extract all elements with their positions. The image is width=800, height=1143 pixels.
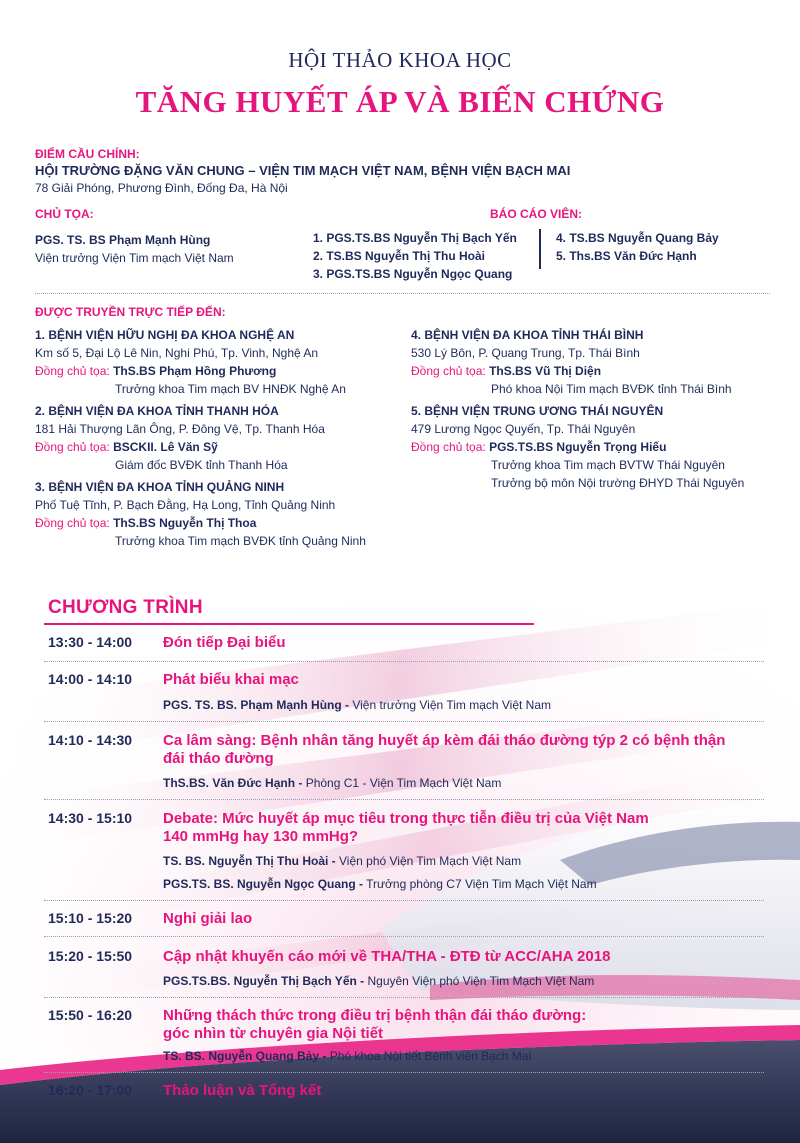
site-address: Phố Tuệ Tĩnh, P. Bạch Đằng, Hạ Long, Tỉnh Quảng Ninh	[35, 498, 336, 512]
session-title: Đón tiếp Đại biểu	[163, 634, 286, 651]
session-speaker	[163, 775, 501, 791]
session-title-cont: đái tháo đường	[163, 750, 274, 767]
session-title: Phát biểu khai mạc	[163, 671, 299, 688]
site-name: 3. BỆNH VIỆN ĐA KHOA TỈNH QUẢNG NINH	[35, 480, 285, 494]
speaker-name: TS. BS. Nguyễn Thị Thu Hoài -	[163, 854, 336, 868]
session-speaker	[163, 876, 597, 892]
divider	[44, 900, 764, 901]
divider	[35, 293, 770, 294]
session-time: 16:20 - 17:00	[48, 1082, 133, 1098]
session-time: 14:10 - 14:30	[48, 732, 133, 748]
speaker-role: Nguyên Viện phó Viện Tim Mạch Việt Nam	[364, 974, 595, 988]
site-address: 181 Hải Thượng Lãn Ông, P. Đông Vệ, Tp. Thanh Hóa	[35, 422, 325, 436]
cochair-name: ThS.BS Phạm Hồng Phương	[113, 364, 277, 378]
cochair-label: Đồng chủ tọa:	[411, 364, 486, 378]
session-title: Nghỉ giải lao	[163, 910, 253, 927]
main-venue-label: ĐIỂM CẦU CHÍNH:	[35, 147, 140, 161]
cochair-role: Trưởng bộ môn Nội trường ĐHYD Thái Nguyên	[491, 476, 745, 490]
program-title: CHƯƠNG TRÌNH	[48, 597, 203, 618]
cochair-label: Đồng chủ tọa:	[411, 440, 486, 454]
main-venue-name: HỘI TRƯỜNG ĐẶNG VĂN CHUNG – VIỆN TIM MẠCH VIỆT NAM, BỆNH VIỆN BẠCH MAI	[35, 163, 571, 178]
speaker-3: 3. PGS.TS.BS Nguyễn Ngọc Quang	[313, 267, 513, 281]
main-venue-address: 78 Giải Phóng, Phương Đình, Đống Đa, Hà Nội	[35, 181, 288, 195]
chair-title: Viện trưởng Viện Tim mạch Việt Nam	[35, 251, 234, 265]
divider	[44, 936, 764, 937]
session-time: 14:30 - 15:10	[48, 810, 133, 826]
speaker-name: PGS. TS. BS. Phạm Mạnh Hùng -	[163, 698, 350, 712]
site-cochair	[411, 439, 666, 455]
program-title-underline	[44, 623, 534, 625]
session-time: 13:30 - 14:00	[48, 634, 133, 650]
cochair-role: Phó khoa Nội Tim mạch BVĐK tỉnh Thái Bình	[491, 382, 732, 396]
site-cochair	[411, 363, 601, 379]
chair-name: PGS. TS. BS Phạm Mạnh Hùng	[35, 233, 211, 247]
site-address: 530 Lý Bôn, P. Quang Trung, Tp. Thái Bình	[411, 346, 640, 360]
session-title: Cập nhật khuyến cáo mới về THA/THA - ĐTĐ từ ACC/AHA 2018	[163, 948, 611, 965]
speakers-divider	[539, 229, 541, 269]
session-speaker	[163, 1048, 531, 1064]
divider	[44, 721, 764, 722]
site-cochair	[35, 515, 256, 531]
cochair-role: Trưởng khoa Tim mạch BVĐK tỉnh Quảng Ninh	[115, 534, 366, 548]
cochair-role: Giám đốc BVĐK tỉnh Thanh Hóa	[115, 458, 288, 472]
speaker-name: TS. BS. Nguyễn Quang Bảy -	[163, 1049, 327, 1063]
session-time: 14:00 - 14:10	[48, 671, 133, 687]
site-name: 4. BỆNH VIỆN ĐA KHOA TỈNH THÁI BÌNH	[411, 328, 644, 342]
speaker-role: Trưởng phòng C7 Viện Tim Mạch Việt Nam	[363, 877, 597, 891]
session-title: Debate: Mức huyết áp mục tiêu trong thực tiễn điều trị của Việt Nam	[163, 810, 649, 827]
site-address: Km số 5, Đại Lộ Lê Nin, Nghi Phú, Tp. Vinh, Nghệ An	[35, 346, 319, 360]
session-speaker	[163, 973, 594, 989]
cochair-label: Đồng chủ tọa:	[35, 440, 110, 454]
cochair-label: Đồng chủ tọa:	[35, 364, 110, 378]
site-address: 479 Lương Ngọc Quyến, Tp. Thái Nguyên	[411, 422, 636, 436]
session-speaker	[163, 853, 521, 869]
cochair-name: ThS.BS Nguyễn Thị Thoa	[113, 516, 257, 530]
speaker-role: Phó khoa Nội tiết Bệnh viện Bạch Mai	[326, 1049, 532, 1063]
cochair-name: BSCKII. Lê Văn Sỹ	[113, 440, 218, 454]
speaker-role: Viện phó Viện Tim Mạch Việt Nam	[335, 854, 522, 868]
event-title: TĂNG HUYẾT ÁP VÀ BIẾN CHỨNG	[135, 84, 665, 119]
site-cochair	[35, 439, 218, 455]
divider	[44, 997, 764, 998]
site-cochair	[35, 363, 276, 379]
broadcast-label: ĐƯỢC TRUYỀN TRỰC TIẾP ĐẾN:	[35, 305, 226, 319]
speaker-role: Phòng C1 - Viện Tim Mạch Việt Nam	[302, 776, 502, 790]
speaker-name: PGS.TS.BS. Nguyễn Thị Bạch Yến -	[163, 974, 365, 988]
session-speaker	[163, 697, 551, 713]
chair-label: CHỦ TỌA:	[35, 207, 94, 221]
site-name: 1. BỆNH VIỆN HỮU NGHỊ ĐA KHOA NGHỆ AN	[35, 328, 295, 342]
session-title: Những thách thức trong điều trị bệnh thận đái tháo đường:	[163, 1007, 587, 1024]
event-type: HỘI THẢO KHOA HỌC	[288, 48, 512, 72]
divider	[44, 661, 764, 662]
speaker-1: 1. PGS.TS.BS Nguyễn Thị Bạch Yến	[313, 231, 517, 245]
site-name: 5. BỆNH VIỆN TRUNG ƯƠNG THÁI NGUYÊN	[411, 404, 664, 418]
speaker-2: 2. TS.BS Nguyễn Thị Thu Hoài	[313, 249, 486, 263]
site-name: 2. BỆNH VIỆN ĐA KHOA TỈNH THANH HÓA	[35, 404, 279, 418]
cochair-label: Đồng chủ tọa:	[35, 516, 110, 530]
speaker-name: ThS.BS. Văn Đức Hạnh -	[163, 776, 303, 790]
speakers-label: BÁO CÁO VIÊN:	[490, 207, 583, 221]
session-title: Ca lâm sàng: Bệnh nhân tăng huyết áp kèm đái tháo đường týp 2 có bệnh thận	[163, 732, 726, 749]
cochair-role: Trưởng khoa Tim mạch BVTW Thái Nguyên	[491, 458, 725, 472]
cochair-role: Trưởng khoa Tim mạch BV HNĐK Nghệ An	[115, 382, 346, 396]
divider	[44, 1072, 764, 1073]
session-title: Thảo luận và Tổng kết	[163, 1082, 322, 1099]
session-title-cont: góc nhìn từ chuyên gia Nội tiết	[163, 1025, 384, 1042]
speaker-4: 4. TS.BS Nguyễn Quang Bảy	[556, 231, 719, 245]
session-time: 15:20 - 15:50	[48, 948, 133, 964]
session-title-cont: 140 mmHg hay 130 mmHg?	[163, 828, 359, 845]
cochair-name: PGS.TS.BS Nguyễn Trọng Hiếu	[489, 440, 667, 454]
divider	[44, 799, 764, 800]
session-time: 15:50 - 16:20	[48, 1007, 133, 1023]
speaker-5: 5. Ths.BS Văn Đức Hạnh	[556, 249, 697, 263]
cochair-name: ThS.BS Vũ Thị Diện	[489, 364, 602, 378]
session-time: 15:10 - 15:20	[48, 910, 133, 926]
speaker-name: PGS.TS. BS. Nguyễn Ngọc Quang -	[163, 877, 364, 891]
speaker-role: Viện trưởng Viện Tim mạch Việt Nam	[349, 698, 552, 712]
